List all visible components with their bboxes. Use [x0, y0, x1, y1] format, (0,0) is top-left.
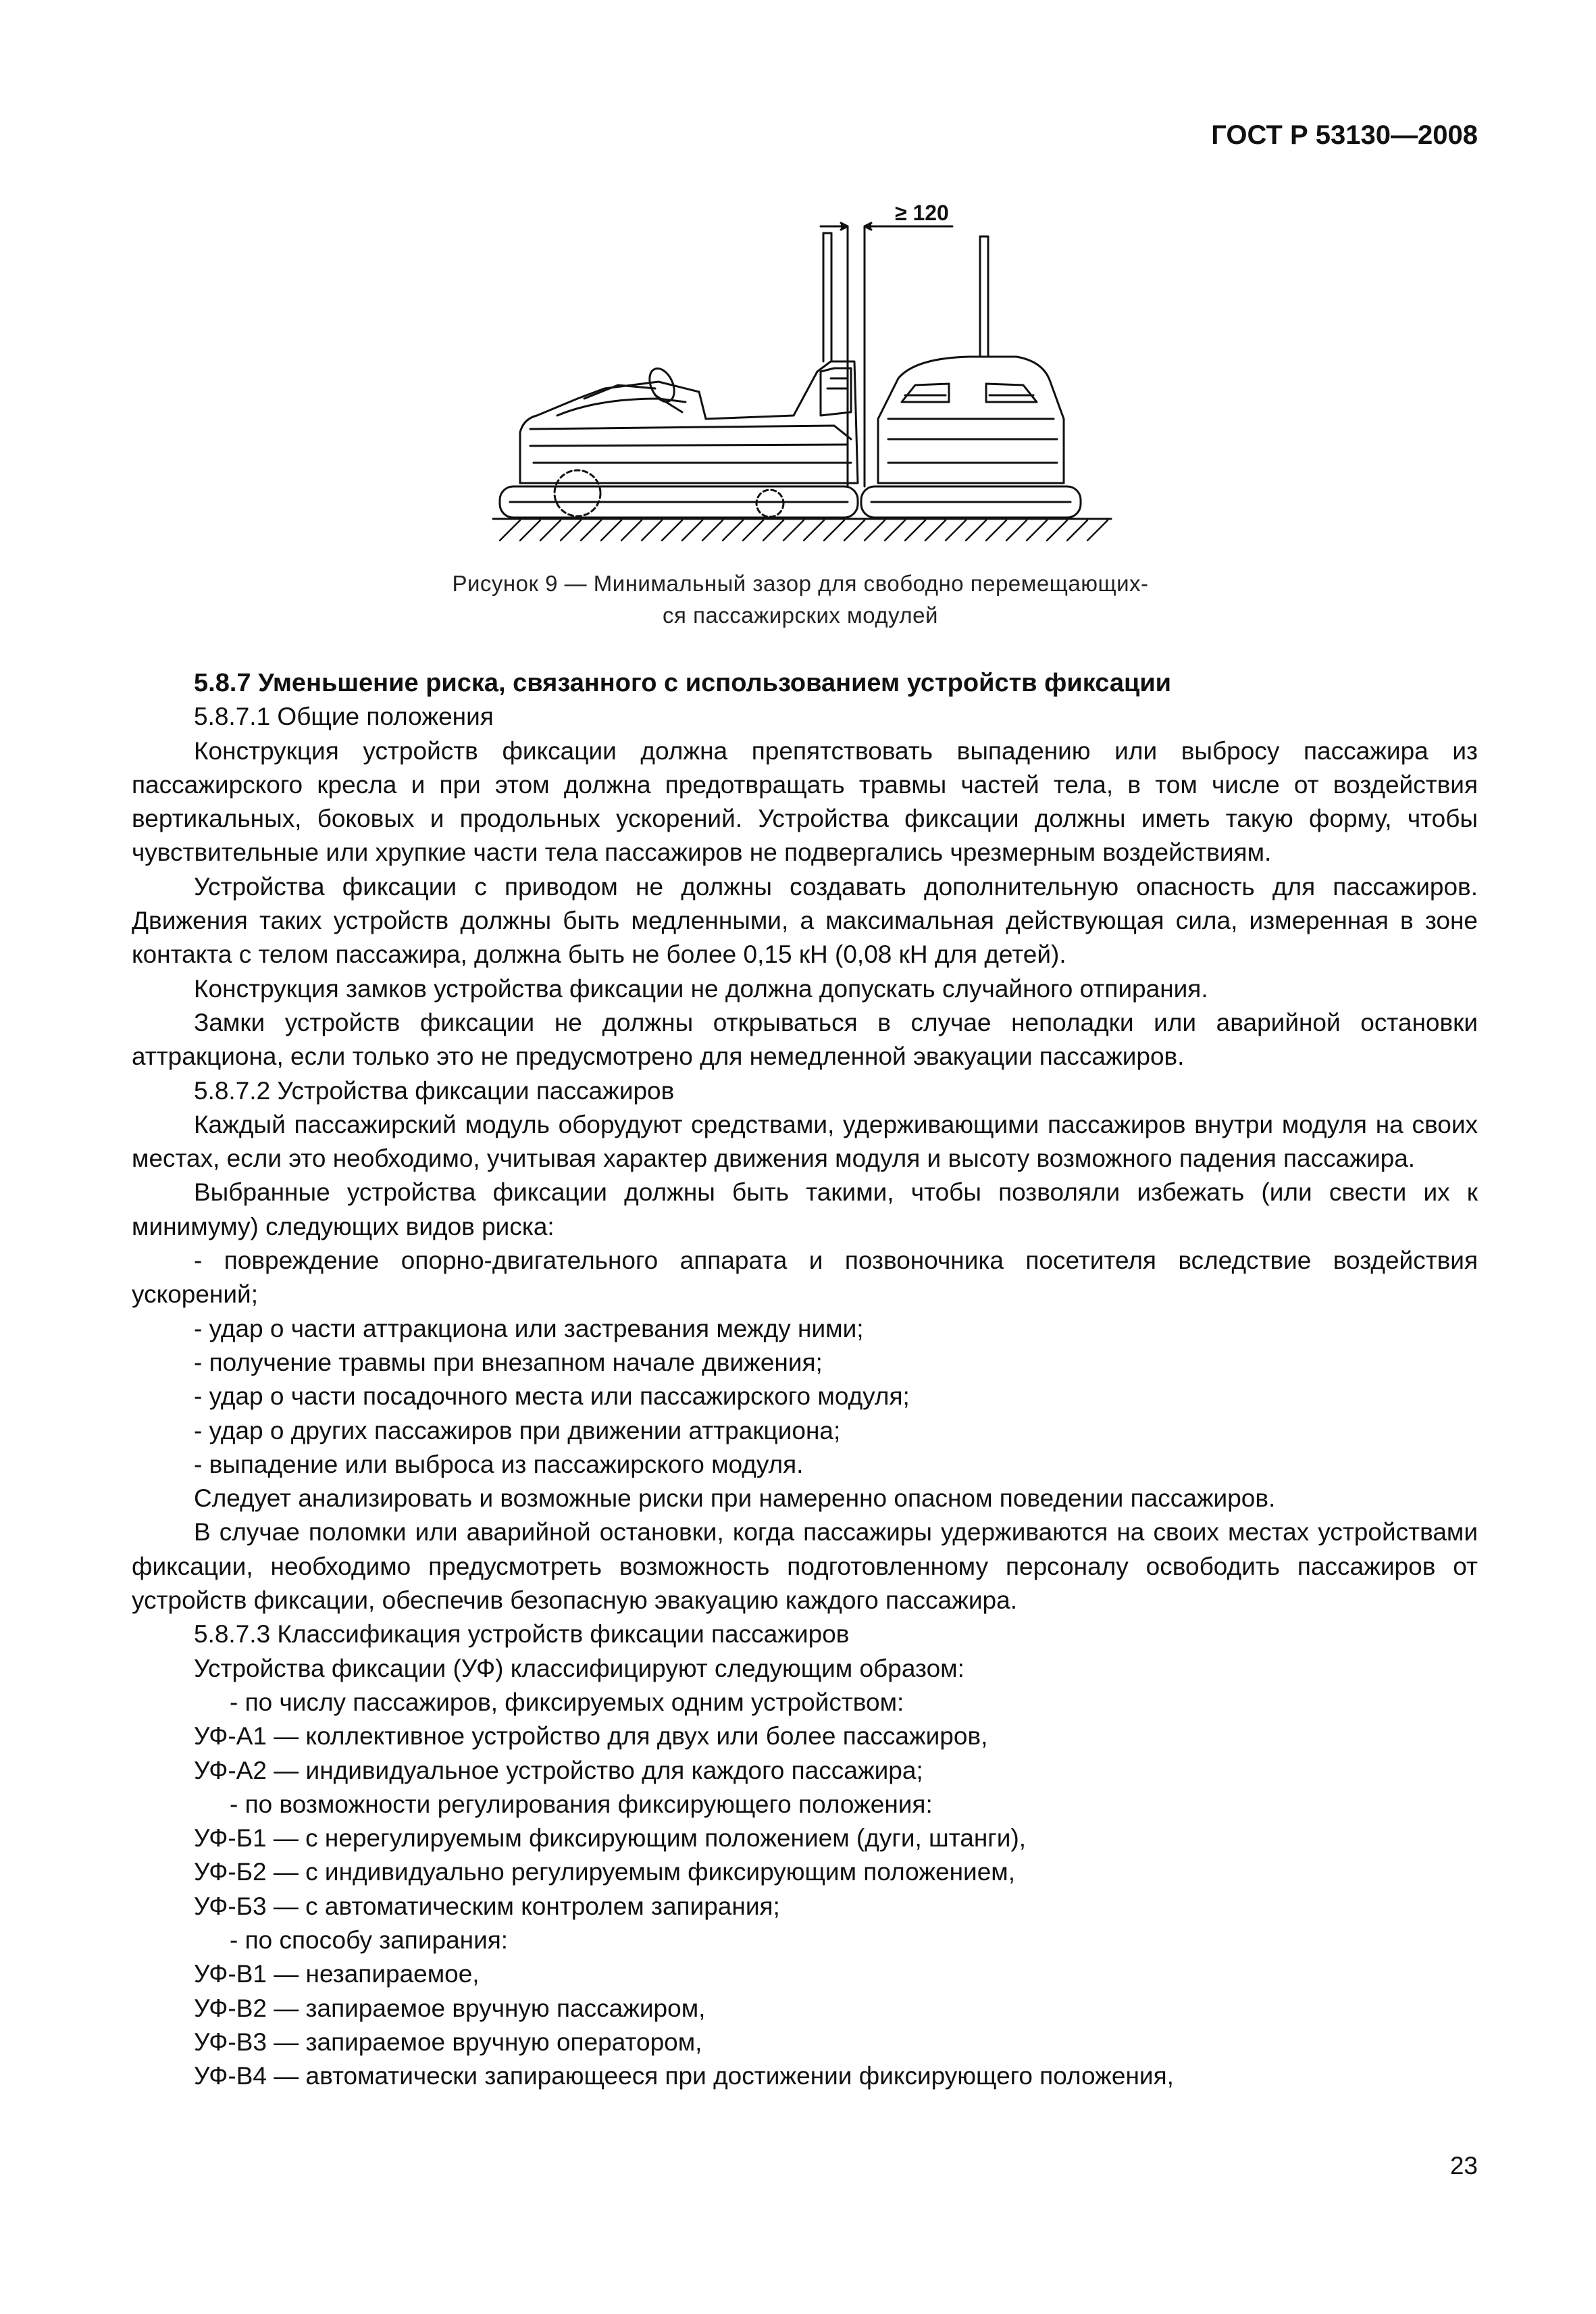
classification-item: УФ-В4 — автоматически запирающееся при достижении фиксирующего положения,	[194, 2062, 1174, 2090]
classification-item: УФ-В1 — незапираемое,	[194, 1960, 480, 1988]
gap-dimension-label: ≥ 120	[895, 201, 949, 225]
classification-item: УФ-А2 — индивидуальное устройство для каждого пассажира;	[194, 1756, 923, 1784]
paragraph: Конструкция устройств фиксации должна препятствовать выпадению или выбросу пассажира из пассажирского кресла и при этом должна предотвращать травмы частей тела, в том числе от воздействия вертикальных, боковых и продольных ускорений. Устройства фиксации должны иметь такую форму, чтобы чувствительные или хрупкие части тела пассажиров не подвергались чрезмерным воздействиям.	[132, 736, 1478, 867]
paragraph: Конструкция замков устройства фиксации не должна допускать случайного отпирания.	[194, 974, 1208, 1003]
list-item: - удар о других пассажиров при движении аттракциона;	[194, 1416, 841, 1444]
caption-line-1: Рисунок 9 — Минимальный зазор для свободно перемещающих-	[452, 571, 1149, 596]
caption-line-2: ся пассажирских модулей	[663, 603, 938, 628]
list-item: - выпадение или выброса из пассажирского модуля.	[194, 1450, 804, 1478]
document-header: ГОСТ Р 53130—2008	[1211, 120, 1478, 150]
subsection-heading: 5.8.7.2 Устройства фиксации пассажиров	[194, 1076, 675, 1105]
paragraph: Выбранные устройства фиксации должны быть такими, чтобы позволяли избежать (или свести их к минимуму) следующих видов риска:	[132, 1178, 1478, 1240]
bumper-cars-figure	[483, 196, 1118, 547]
section-content	[132, 666, 1478, 2093]
paragraph: В случае поломки или аварийной остановки, когда пассажиры удерживаются на своих местах устройствами фиксации, необходимо предусмотреть возможность подготовленному персоналу освободить пассажиров от устройств фиксации, обеспечив безопасную эвакуацию каждого пассажира.	[132, 1518, 1478, 1615]
classification-item: УФ-В2 — запираемое вручную пассажиром,	[194, 1994, 706, 2022]
subsection-heading: 5.8.7.1 Общие положения	[194, 703, 494, 731]
classification-group: - по числу пассажиров, фиксируемых одним устройством:	[230, 1688, 904, 1716]
list-item: - удар о части аттракциона или застревания между ними;	[194, 1314, 864, 1342]
classification-item: УФ-Б3 — с автоматическим контролем запирания;	[194, 1892, 780, 1920]
paragraph: Устройства фиксации (УФ) классифицируют следующим образом:	[194, 1654, 964, 1682]
list-item: - получение травмы при внезапном начале движения;	[194, 1348, 823, 1376]
figure-caption	[203, 568, 1398, 631]
section-title: 5.8.7 Уменьшение риска, связанного с использованием устройств фиксации	[194, 669, 1172, 697]
page-number: 23	[1449, 2152, 1478, 2180]
classification-item: УФ-А1 — коллективное устройство для двух или более пассажиров,	[194, 1722, 988, 1751]
classification-item: УФ-Б1 — с нерегулируемым фиксирующим положением (дуги, штанги),	[194, 1824, 1027, 1853]
paragraph: Замки устройств фиксации не должны открываться в случае неполадки или аварийной остановки аттракциона, если только это не предусмотрено для немедленной эвакуации пассажиров.	[132, 1008, 1478, 1071]
subsection-heading: 5.8.7.3 Классификация устройств фиксации пассажиров	[194, 1620, 850, 1649]
classification-group: - по возможности регулирования фиксирующего положения:	[230, 1790, 933, 1818]
paragraph: Каждый пассажирский модуль оборудуют средствами, удерживающими пассажиров внутри модуля на своих местах, если это необходимо, учитывая характер движения модуля и высоту возможного падения пассажира.	[132, 1110, 1478, 1173]
list-item: - удар о части посадочного места или пассажирского модуля;	[194, 1382, 910, 1411]
list-item: - повреждение опорно-двигательного аппарата и позвоночника посетителя вследствие воздействия ускорений;	[132, 1247, 1478, 1309]
classification-item: УФ-Б2 — с индивидуально регулируемым фиксирующим положением,	[194, 1858, 1015, 1886]
paragraph: Устройства фиксации с приводом не должны создавать дополнительную опасность для пассажиров. Движения таких устройств должны быть медленными, а максимальная действующая сила, измеренная в зоне контакта с телом пассажира, должна быть не более 0,15 кН (0,08 кН для детей).	[132, 872, 1478, 969]
classification-group: - по способу запирания:	[230, 1926, 509, 1954]
paragraph: Следует анализировать и возможные риски при намеренно опасном поведении пассажиров.	[194, 1484, 1276, 1513]
classification-item: УФ-В3 — запираемое вручную оператором,	[194, 2028, 702, 2056]
